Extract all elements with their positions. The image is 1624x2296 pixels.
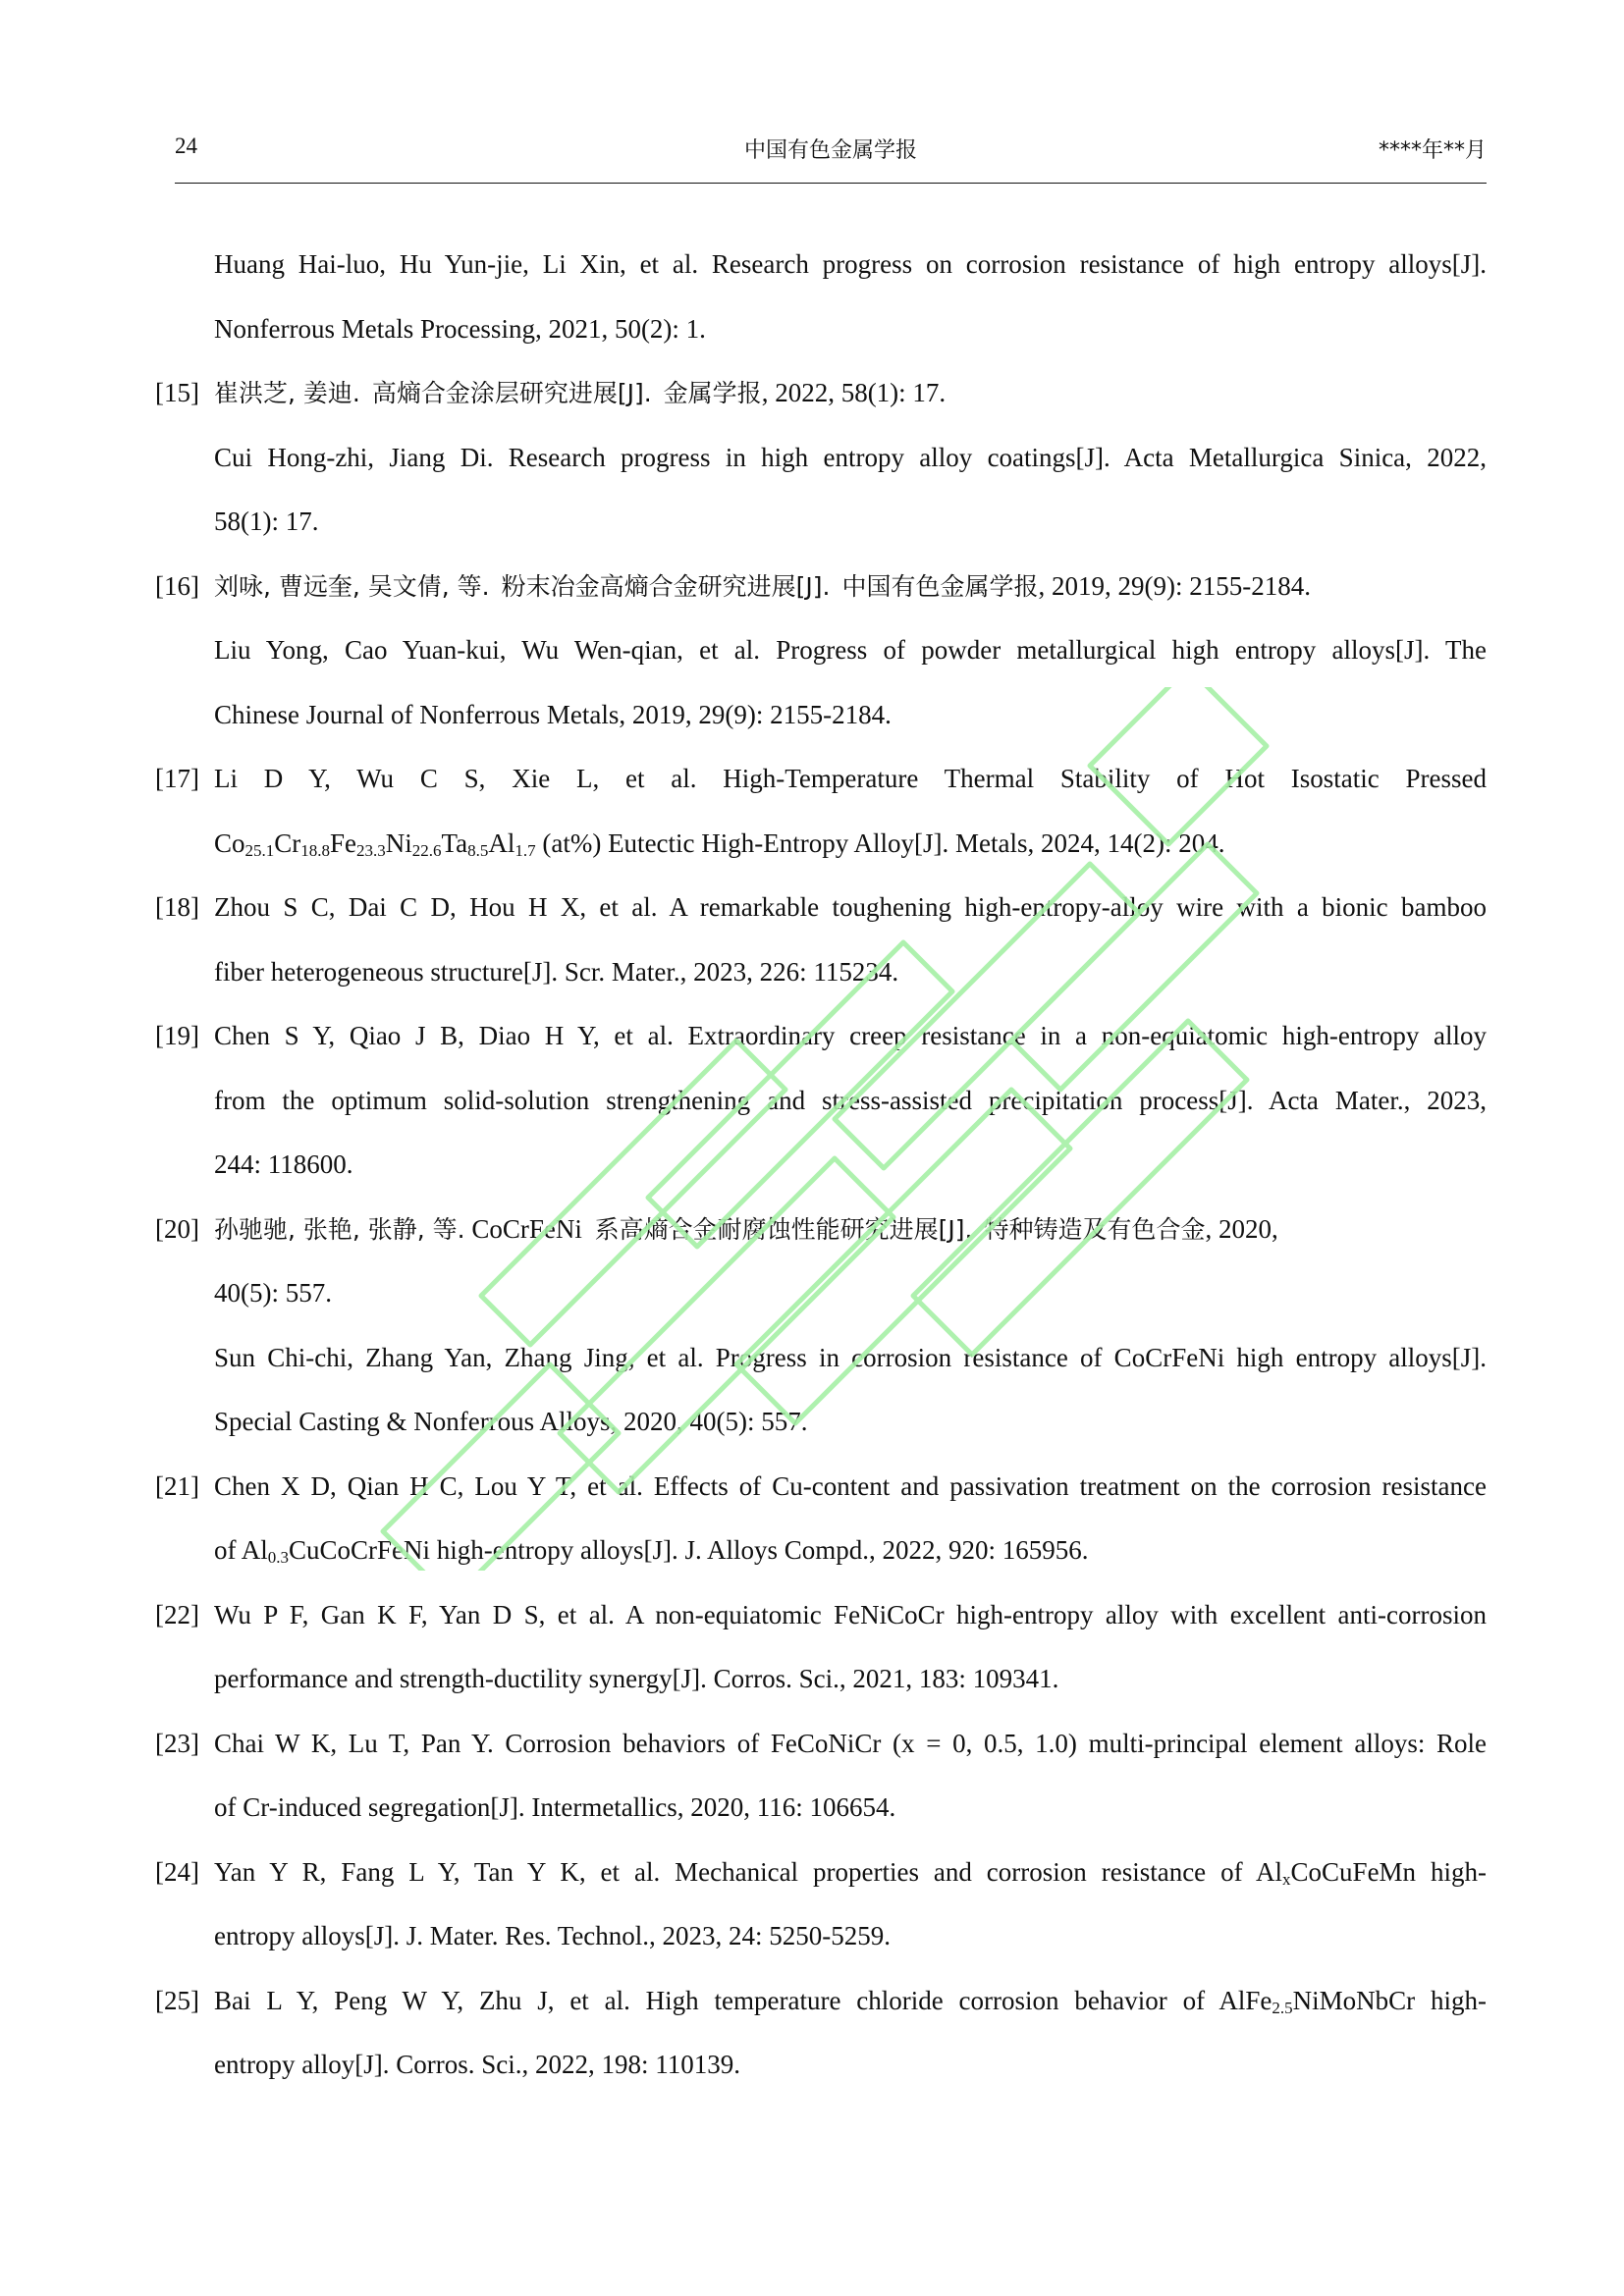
ref-text: CuCoCrFeNi high-entropy alloys[J]. J. Alloys Compd., 2022, 920: 165956. <box>289 1535 1089 1565</box>
issue-date: ****年**月 <box>1378 138 1487 163</box>
ref-line: Nonferrous Metals Processing, 2021, 50(2): 1. <box>214 313 706 344</box>
reference-20 <box>155 1198 1487 1455</box>
ref-title-zh: 系高熵合金耐腐蚀性能研究进展[J]. <box>594 1214 973 1244</box>
ref-number: [25] <box>155 1985 199 2015</box>
ref-authors-zh: 孙驰驰, 张艳, 张静, 等. <box>214 1214 465 1244</box>
ref-line: Chinese Journal of Nonferrous Metals, 2019, 29(9): 2155-2184. <box>214 699 892 729</box>
ref-line: Special Casting & Nonferrous Alloys, 2020, 40(5): 557. <box>214 1407 808 1436</box>
ref-number: [22] <box>155 1599 199 1629</box>
page-number: 24 <box>175 133 197 158</box>
reference-23 <box>155 1712 1487 1841</box>
ref-number: [23] <box>155 1728 199 1758</box>
ref-title-zh: 粉末冶金高熵合金研究进展[J]. <box>501 571 831 601</box>
subscript: 23.3 <box>356 840 386 860</box>
ref-line: Wu P F, Gan K F, Yan D S, et al. A non-equiatomic FeNiCoCr high-entropy alloy with excellent anti-corrosion <box>214 1599 1487 1629</box>
subscript: x <box>1282 1869 1291 1889</box>
ref-line: entropy alloys[J]. J. Mater. Res. Technol., 2023, 24: 5250-5259. <box>214 1921 892 1950</box>
ref-citation: , 2019, 29(9): 2155-2184. <box>1038 570 1311 601</box>
ref-text: CoCuFeMn high- <box>1290 1856 1487 1887</box>
ref-number: [17] <box>155 764 199 793</box>
reference-25 <box>155 1969 1487 2098</box>
ref-citation: (at%) Eutectic High-Entropy Alloy[J]. Metals, 2024, 14(2): 204. <box>535 828 1225 858</box>
ref-journal-zh: 中国有色金属学报 <box>841 571 1039 601</box>
ref-line-chinese <box>214 1198 1487 1262</box>
reference-15 <box>155 361 1487 555</box>
ref-line-chinese <box>214 555 1487 619</box>
ref-authors-zh: 刘咏, 曹远奎, 吴文倩, 等. <box>214 571 490 601</box>
ref-number: [16] <box>155 570 199 601</box>
reference-14-continued <box>155 233 1487 361</box>
ref-text: NiMoNbCr high- <box>1292 1985 1487 2015</box>
element-symbol: Co <box>214 828 245 858</box>
reference-16 <box>155 555 1487 748</box>
ref-journal-zh: 特种铸造及有色合金 <box>984 1214 1206 1244</box>
ref-line: 40(5): 557. <box>214 1278 332 1308</box>
ref-number: [19] <box>155 1021 199 1050</box>
ref-line: Chen X D, Qian H C, Lou Y T, et al. Effects of Cu-content and passivation treatment on the corrosion resistance <box>214 1470 1487 1501</box>
subscript: 0.3 <box>267 1548 290 1567</box>
subscript: 2.5 <box>1272 1998 1293 2017</box>
ref-number: [24] <box>155 1856 199 1887</box>
ref-number: [20] <box>155 1213 199 1244</box>
subscript: 8.5 <box>467 840 489 860</box>
element-symbol: Cr <box>274 828 301 858</box>
element-symbol: Fe <box>330 828 357 858</box>
ref-line: Huang Hai-luo, Hu Yun-jie, Li Xin, et al. Research progress on corrosion resistance of high entropy alloys[J]. <box>214 249 1487 279</box>
reference-21 <box>155 1455 1487 1583</box>
element-symbol: Ta <box>441 828 468 858</box>
ref-number: [21] <box>155 1470 199 1501</box>
ref-line: Liu Yong, Cao Yuan-kui, Wu Wen-qian, et al. Progress of powder metallurgical high entropy alloys[J]. The <box>214 635 1487 665</box>
ref-line: Zhou S C, Dai C D, Hou H X, et al. A remarkable toughening high-entropy-alloy wire with a bionic bamboo <box>214 892 1487 922</box>
header-divider <box>175 183 1487 184</box>
ref-citation: , 2020, <box>1205 1213 1278 1244</box>
ref-line: 244: 118600. <box>214 1149 353 1179</box>
ref-number: [15] <box>155 378 199 407</box>
ref-line: performance and strength-ductility synergy[J]. Corros. Sci., 2021, 183: 109341. <box>214 1664 1059 1693</box>
ref-line-chinese <box>214 361 1487 426</box>
ref-line: 58(1): 17. <box>214 507 319 536</box>
ref-citation: , 2022, 58(1): 17. <box>761 378 947 407</box>
subscript: 25.1 <box>244 840 275 860</box>
ref-number: [18] <box>155 892 199 922</box>
ref-line: Li D Y, Wu C S, Xie L, et al. High-Temperature Thermal Stability of Hot Isostatic Pressed <box>214 764 1487 793</box>
ref-text: Bai L Y, Peng W Y, Zhu J, et al. High temperature chloride corrosion behavior of AlFe <box>214 1985 1272 2015</box>
ref-line: Chen S Y, Qiao J B, Diao H Y, et al. Extraordinary creep resistance in a non-equiatomic high-entropy alloy <box>214 1021 1487 1050</box>
ref-line-formula <box>214 812 1487 877</box>
ref-line: Sun Chi-chi, Zhang Yan, Zhang Jing, et al. Progress in corrosion resistance of CoCrFeNi high entropy alloys[J]. <box>214 1342 1487 1372</box>
ref-line <box>214 1969 1487 2034</box>
page-header <box>175 128 1487 167</box>
element-symbol: Al <box>488 828 515 858</box>
subscript: 18.8 <box>300 840 331 860</box>
reference-list <box>155 233 1487 2098</box>
ref-line <box>214 1519 1487 1583</box>
reference-19 <box>155 1004 1487 1198</box>
journal-name: 中国有色金属学报 <box>743 138 917 163</box>
ref-authors-zh: 崔洪芝, 姜迪. <box>214 379 360 407</box>
ref-line <box>214 1841 1487 1905</box>
ref-line: fiber heterogeneous structure[J]. Scr. Mater., 2023, 226: 115234. <box>214 956 899 987</box>
ref-line: Chai W K, Lu T, Pan Y. Corrosion behaviors of FeCoNiCr (x = 0, 0.5, 1.0) multi-principal element alloys: Role <box>214 1728 1487 1758</box>
ref-text: Yan Y R, Fang L Y, Tan Y K, et al. Mechanical properties and corrosion resistance of Al <box>214 1856 1283 1887</box>
ref-line: Cui Hong-zhi, Jiang Di. Research progress in high entropy alloy coatings[J]. Acta Metallurgica Sinica, 2022, <box>214 442 1487 472</box>
ref-text: of Al <box>214 1535 268 1565</box>
ref-alloy: CoCrFeNi <box>464 1213 589 1244</box>
reference-22 <box>155 1583 1487 1712</box>
ref-journal-zh: 金属学报 <box>663 379 762 407</box>
ref-line: entropy alloy[J]. Corros. Sci., 2022, 198: 110139. <box>214 2050 740 2079</box>
subscript: 1.7 <box>514 840 536 860</box>
reference-18 <box>155 876 1487 1004</box>
subscript: 22.6 <box>411 840 442 860</box>
reference-24 <box>155 1841 1487 1969</box>
ref-line: from the optimum solid-solution strengthening and stress-assisted precipitation process[J]. Acta Mater., 2023, <box>214 1085 1487 1115</box>
ref-line: of Cr-induced segregation[J]. Intermetallics, 2020, 116: 106654. <box>214 1792 896 1822</box>
reference-17 <box>155 747 1487 876</box>
ref-title-zh: 高熵合金涂层研究进展[J]. <box>371 379 652 407</box>
element-symbol: Ni <box>385 828 412 858</box>
